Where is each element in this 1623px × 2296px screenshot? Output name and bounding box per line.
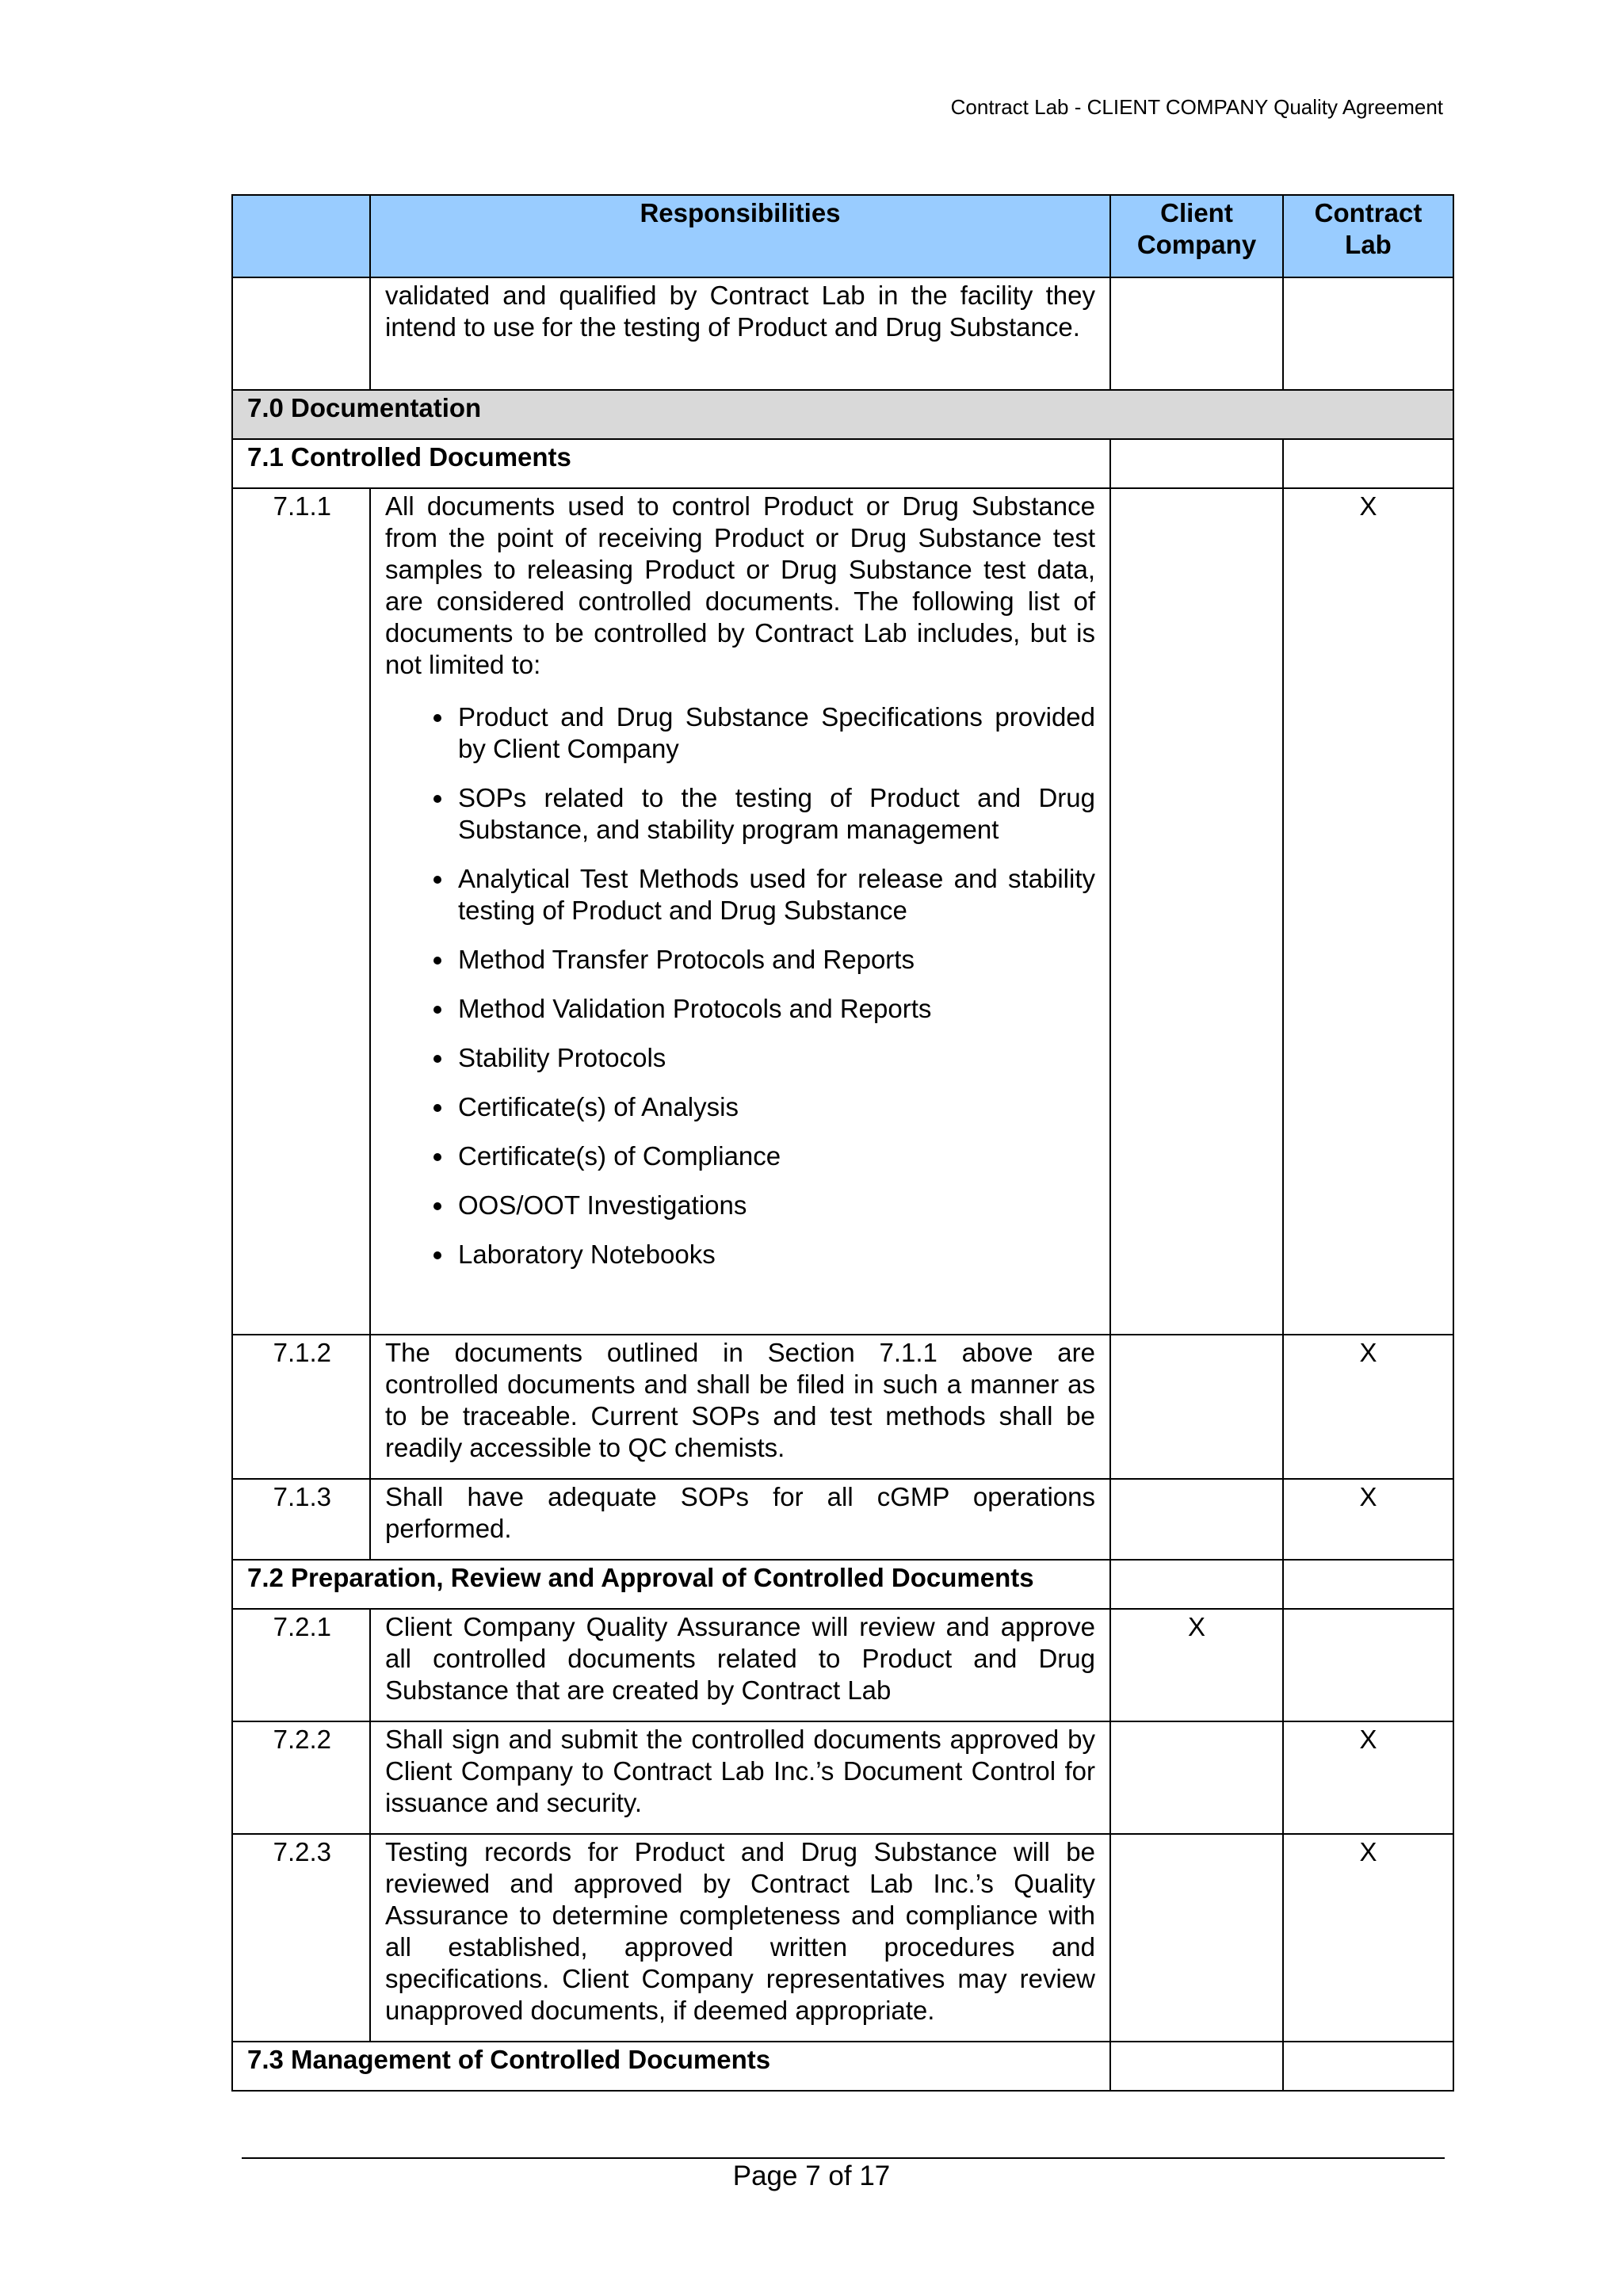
item-number: 7.2.2 [232, 1721, 370, 1834]
subsection-row [232, 2042, 1453, 2091]
subsection-row [232, 439, 1453, 488]
continuation-text: validated and qualified by Contract Lab in the facility they intend to use for the testing of Product and Drug Substance. [370, 277, 1110, 390]
item-number: 7.1.1 [232, 488, 370, 1335]
item-text: Testing records for Product and Drug Substance will be reviewed and approved by Contract Lab Inc.’s Quality Assurance to determine completeness and compliance with all established, approved written procedures and specifications. Client Company representatives may review unapproved documents, if deemed appropriate. [370, 1834, 1110, 2042]
item-number: 7.1.3 [232, 1479, 370, 1560]
header-number-column [232, 195, 370, 277]
page-number: Page 7 of 17 [732, 2160, 891, 2191]
table-row [232, 1335, 1453, 1479]
list-item: • Product and Drug Substance Specifications provided by Client Company [455, 701, 1095, 765]
list-item: • Laboratory Notebooks [455, 1239, 1095, 1270]
subsection-row [232, 1560, 1453, 1609]
lab-mark: X [1283, 1479, 1453, 1560]
item-text [370, 488, 1110, 1335]
page-header: Contract Lab - CLIENT COMPANY Quality Agreement [950, 95, 1443, 119]
client-mark: X [1110, 1609, 1283, 1721]
list-item: • Method Validation Protocols and Reports [455, 993, 1095, 1025]
list-item: • SOPs related to the testing of Product and Drug Substance, and stability program management [455, 782, 1095, 846]
list-item: • OOS/OOT Investigations [455, 1190, 1095, 1221]
item-number: 7.2.3 [232, 1834, 370, 2042]
subsection-title-preparation-review: 7.2 Preparation, Review and Approval of Controlled Documents [232, 1560, 1110, 1609]
header-client-company: Client Company [1110, 195, 1283, 277]
lab-mark: X [1283, 1834, 1453, 2042]
item-number: 7.1.2 [232, 1335, 370, 1479]
client-mark [1110, 488, 1283, 1335]
lab-mark: X [1283, 1721, 1453, 1834]
header-responsibilities: Responsibilities [370, 195, 1110, 277]
section-title-documentation: 7.0 Documentation [232, 390, 1453, 439]
lab-mark: X [1283, 488, 1453, 1335]
subsection-title-management: 7.3 Management of Controlled Documents [232, 2042, 1110, 2091]
document-list [385, 701, 1095, 1270]
list-item: • Stability Protocols [455, 1042, 1095, 1074]
responsibility-table [231, 194, 1454, 2092]
subsection-title-controlled-documents: 7.1 Controlled Documents [232, 439, 1110, 488]
item-paragraph: All documents used to control Product or Drug Substance from the point of receiving Product or Drug Substance test samples to releasing Product or Drug Substance test data, are considered controlled documents. The following list of documents to be controlled by Contract Lab includes, but is not limited to: [385, 491, 1095, 679]
header-contract-lab: Contract Lab [1283, 195, 1453, 277]
table-row [232, 1834, 1453, 2042]
lab-mark: X [1283, 1335, 1453, 1479]
list-item: • Certificate(s) of Compliance [455, 1140, 1095, 1172]
table-row [232, 1479, 1453, 1560]
table-row [232, 1721, 1453, 1834]
item-text: Shall have adequate SOPs for all cGMP operations performed. [370, 1479, 1110, 1560]
list-item: • Method Transfer Protocols and Reports [455, 944, 1095, 976]
table-row [232, 1609, 1453, 1721]
table-row [232, 488, 1453, 1335]
item-text: Client Company Quality Assurance will review and approve all controlled documents related to Product and Drug Substance that are created by Contract Lab [370, 1609, 1110, 1721]
item-text: The documents outlined in Section 7.1.1 above are controlled documents and shall be filed in such a manner as to be traceable. Current SOPs and test methods shall be readily accessible to QC chemists. [370, 1335, 1110, 1479]
table-row [232, 277, 1453, 390]
client-mark [1110, 1479, 1283, 1560]
list-item: • Analytical Test Methods used for release and stability testing of Product and Drug Substance [455, 863, 1095, 926]
footer-divider [242, 2157, 1445, 2159]
client-mark [1110, 1721, 1283, 1834]
client-mark [1110, 1834, 1283, 2042]
section-row [232, 390, 1453, 439]
item-text: Shall sign and submit the controlled documents approved by Client Company to Contract Lab Inc.’s Document Control for issuance and security. [370, 1721, 1110, 1834]
lab-mark [1283, 1609, 1453, 1721]
client-mark [1110, 1335, 1283, 1479]
list-item: • Certificate(s) of Analysis [455, 1091, 1095, 1123]
item-number: 7.2.1 [232, 1609, 370, 1721]
table-header-row [232, 195, 1453, 277]
